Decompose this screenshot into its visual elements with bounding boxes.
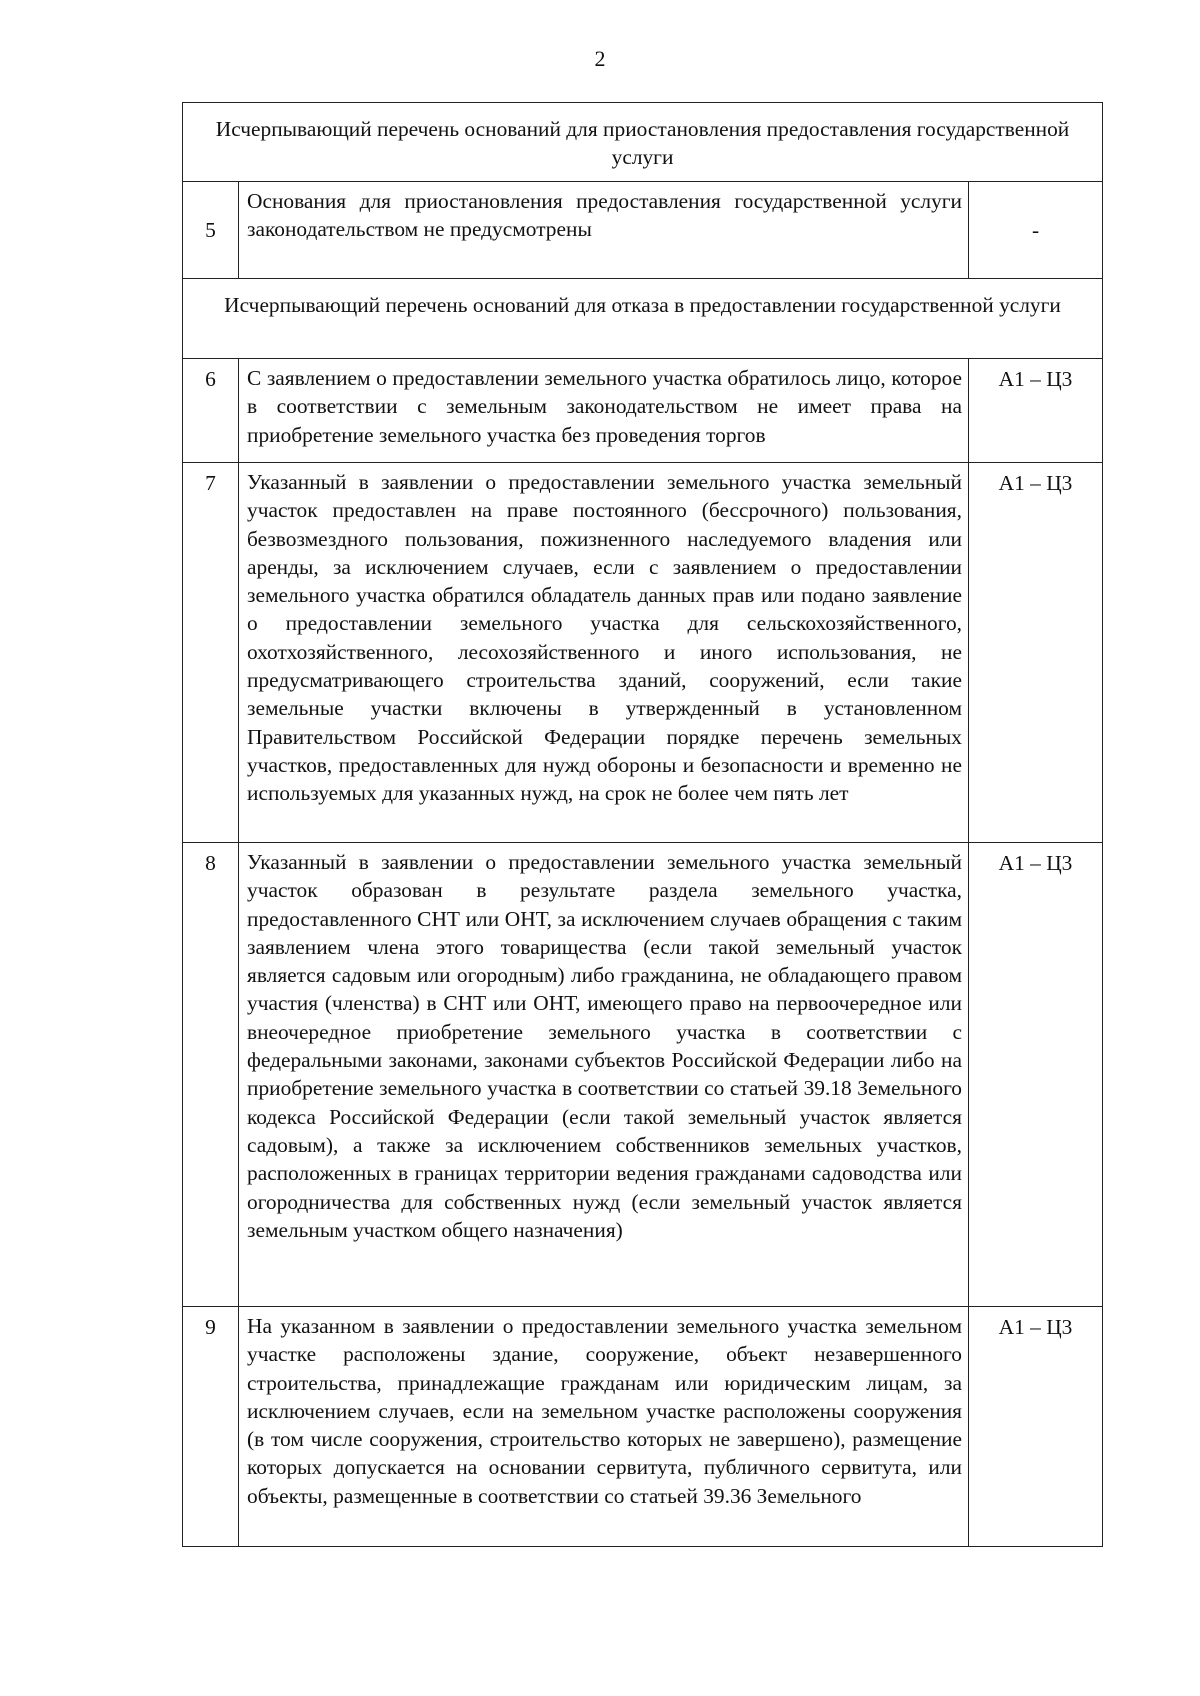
row-text: Основания для приостановления предоставления государственной услуги законодательством не предусмотрены [239,182,969,279]
row-number: 8 [183,843,239,1307]
row-number: 5 [183,182,239,279]
grounds-table [182,102,1103,1547]
row-number: 7 [183,463,239,843]
row-code: А1 – Ц3 [969,1307,1103,1547]
page-number: 2 [594,46,606,71]
row-code: А1 – Ц3 [969,359,1103,463]
table-row [183,843,1103,1307]
section-header-row [183,103,1103,182]
section-refusal-title: Исчерпывающий перечень оснований для отказа в предоставлении государственной услуги [183,279,1103,359]
table-row [183,1307,1103,1547]
row-code: А1 – Ц3 [969,463,1103,843]
section-suspension-title: Исчерпывающий перечень оснований для приостановления предоставления государственной услуги [183,103,1103,182]
row-code: - [969,182,1103,279]
row-text: С заявлением о предоставлении земельного участка обратилось лицо, которое в соответствии с земельным законодательством не имеет права на приобретение земельного участка без проведения торгов [239,359,969,463]
table-row [183,359,1103,463]
row-text: На указанном в заявлении о предоставлении земельного участка земельном участке расположены здание, сооружение, объект незавершенного строительства, принадлежащие гражданам или юридическим лицам, за исключением случаев, если на земельном участке расположены сооружения (в том числе сооружения, строительство которых не завершено), размещение которых допускается на основании сервитута, публичного сервитута, или объекты, размещенные в соответствии со статьей 39.36 Земельного [239,1307,969,1547]
row-text: Указанный в заявлении о предоставлении земельного участка земельный участок образован в результате раздела земельного участка, предоставленного СНТ или ОНТ, за исключением случаев обращения с таким заявлением члена этого товарищества (если такой земельный участок является садовым или огородным) либо гражданина, не обладающего правом участия (членства) в СНТ или ОНТ, имеющего право на первоочередное или внеочередное приобретение земельного участка в соответствии с федеральными законами, законами субъектов Российской Федерации либо на приобретение земельного участка в соответствии со статьей 39.18 Земельного кодекса Российской Федерации (если такой земельный участок является садовым), а также за исключением собственников земельных участков, расположенных в границах территории ведения гражданами садоводства или огородничества для собственных нужд (если земельный участок является земельным участком общего назначения) [239,843,969,1307]
row-number: 9 [183,1307,239,1547]
section-header-row [183,279,1103,359]
row-text: Указанный в заявлении о предоставлении земельного участка земельный участок предоставлен на праве постоянного (бессрочного) пользования, безвозмездного пользования, пожизненного наследуемого владения или аренды, за исключением случаев, если с заявлением о предоставлении земельного участка обратился обладатель данных прав или подано заявление о предоставлении земельного участка для сельскохозяйственного, охотхозяйственного, лесохозяйственного и иного использования, не предусматривающего строительства зданий, сооружений, если такие земельные участки включены в утвержденный в установленном Правительством Российской Федерации порядке перечень земельных участков, предоставленных для нужд обороны и безопасности и временно не используемых для указанных нужд, на срок не более чем пять лет [239,463,969,843]
table-row [183,463,1103,843]
row-number: 6 [183,359,239,463]
table-row [183,182,1103,279]
row-code: А1 – Ц3 [969,843,1103,1307]
